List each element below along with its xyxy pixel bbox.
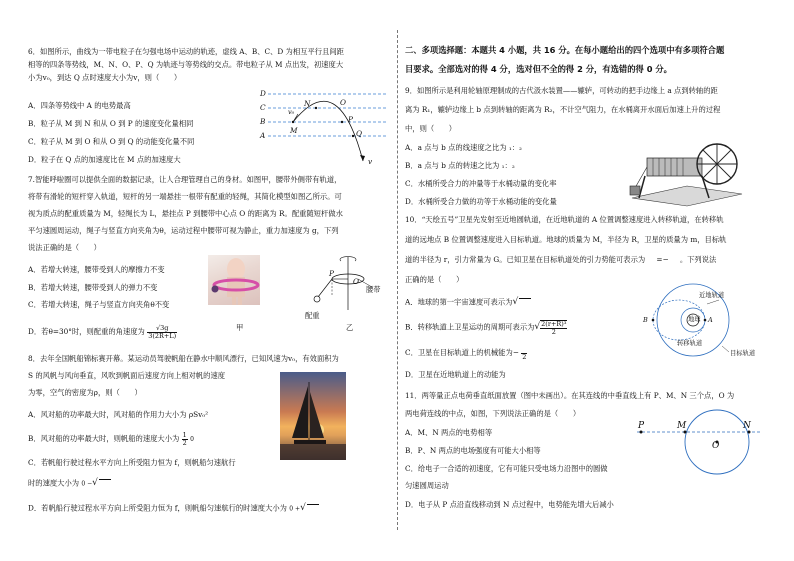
- q6-line-d-label: D: [260, 89, 266, 98]
- q11-point-o-label: O: [712, 441, 720, 451]
- q6-v-label: v: [368, 157, 373, 166]
- q8-option-a[interactable]: A．风对船的功率最大时，风对船的作用力大小为 ρSv₀²: [28, 410, 209, 419]
- q10-stem-line3-text: 道的半径为 r，引力常量为 G。已知卫星在目标轨道处的引力势能可表示为: [405, 255, 646, 264]
- q7-option-b[interactable]: B．若增大转速，腰带受到人的弹力不变: [28, 283, 158, 292]
- q10-near-orbit-label: 近地轨道: [699, 292, 725, 299]
- q11-stem-line1: 11．两等量正点电荷垂直纸面放置（图中未画出）。在其连线的中垂直线上有 P、M、N 三个点，O 为: [405, 391, 735, 400]
- q7-stem-line3: 视为质点的配重质量为 M，轻绳长为 L，悬挂点 P 到腰带中心点 O 的距离为 R。配重随短杆做水: [28, 209, 343, 218]
- column-divider: [397, 30, 398, 530]
- q6-line-b-label: B: [260, 117, 266, 126]
- q6-line-a-label: A: [260, 131, 266, 140]
- q7-stem-line1: 7.智能呼啦圈可以提供全面的数据记录，让人合理管理自己的身材。如图甲，腰带外侧带有轨道，: [28, 175, 342, 184]
- q7-photo-drawing: [208, 255, 260, 305]
- q8-stem-line3: 为零，空气的密度为ρ，则（ ）: [28, 388, 142, 397]
- q6-point-o: O: [340, 98, 346, 107]
- q10-point-b-label: B: [643, 316, 648, 324]
- q6-point-n: N: [304, 99, 311, 108]
- q10-stem-line4: 正确的是（ ）: [405, 275, 464, 284]
- q8-option-d-text: D．若帆船行驶过程水平方向上所受阻力恒为 f，则帆船匀速航行的时速度大小为: [28, 503, 287, 513]
- q7-figure-yi-label: 乙: [346, 323, 354, 332]
- q8-option-c-line1[interactable]: C．若帆船行驶过程水平方向上所受阻力恒为 f，则帆船匀速航行: [28, 458, 236, 467]
- q11-point-n-label: N: [743, 421, 751, 431]
- q6-point-m: M: [290, 126, 298, 135]
- q9-option-b[interactable]: B．a 点与 b 点的转速之比为 ₁：₂: [405, 161, 515, 170]
- q6-field-figure: [258, 86, 388, 166]
- q9-stem-line2: 离为 R₁，辘轳边缘上 b 点到转轴的距离为 R₂，不计空气阻力，在水桶离开水面后加速上升的过程: [405, 105, 721, 114]
- q10-earth-label: 地球: [688, 316, 701, 323]
- q11-option-d[interactable]: D．电子从 P 点沿直线移动到 N 点过程中，电势能先增大后减小: [405, 500, 614, 509]
- q11-stem-line2: 两电荷连线的中点，如图，下列说法正确的是（ ）: [405, 409, 581, 418]
- q10-point-a-label: A: [708, 316, 713, 324]
- q8-option-c-radical: √: [92, 478, 98, 488]
- q10-stem-line3: [405, 255, 716, 264]
- q7-option-a[interactable]: A．若增大转速，腰带受到人的摩擦力不变: [28, 265, 165, 274]
- q8-option-c-expr: 0 −: [81, 480, 93, 488]
- q8-option-d-radical: √: [300, 503, 306, 513]
- q10-option-c-text: C．卫星在目标轨道上的机械能为−: [405, 348, 519, 357]
- q8-option-c-line2[interactable]: [28, 478, 111, 489]
- q10-transfer-orbit-label: 转移轨道: [677, 340, 703, 347]
- q6-stem-line3: 小为v₀，到达 Q 点时速度大小为v，则（ ）: [28, 73, 182, 82]
- q6-option-d[interactable]: D．粒子在 Q 点的加速度比在 M 点的加速度大: [28, 155, 181, 164]
- q10-option-c[interactable]: [405, 346, 527, 360]
- q6-option-b[interactable]: B．粒子从 M 到 N 和从 O 到 P 的速度变化量相同: [28, 119, 194, 128]
- q8-option-b[interactable]: [28, 432, 194, 446]
- q7-option-d[interactable]: [28, 325, 177, 339]
- q7-stem-line2: 将带有滑轮的短杆穿入轨道，短杆的另一端悬挂一根带有配重的轻绳，其简化模型如图乙所示。可: [28, 192, 342, 201]
- q8-option-d[interactable]: [28, 503, 319, 514]
- q6-option-c[interactable]: C．粒子从 M 到 O 和从 O 到 Q 的动能变化量不同: [28, 137, 195, 146]
- q10-option-b-fraction: $\frac{\text{2(r+R)³}}{2}$: [541, 320, 567, 336]
- q10-option-b[interactable]: [405, 320, 567, 335]
- q8-sailboat-photo: [280, 372, 346, 460]
- q10-option-a-sqrt-bar: [519, 298, 531, 307]
- q7-weight-label: 配重: [305, 311, 320, 320]
- q7-option-d-fraction: $\frac{√3g}{3(2R+L)}$: [148, 324, 177, 340]
- q10-option-d[interactable]: D．卫星在近地轨道上的动能为: [405, 370, 506, 379]
- q10-target-orbit-label: 目标轨道: [730, 350, 756, 357]
- q10-option-b-radical: √: [534, 321, 541, 332]
- section2-title-line2: 目要求。全部选对的得 4 分，选对但不全的得 2 分，有选错的得 0 分。: [405, 64, 672, 74]
- q9-option-a[interactable]: A．a 点与 b 点的线速度之比为 ₁：₂: [405, 143, 522, 152]
- left-column: [28, 0, 390, 561]
- q11-option-a[interactable]: A．M、N 两点的电势相等: [405, 428, 493, 437]
- q6-option-a[interactable]: A．四条等势线中 A 的电势最高: [28, 101, 131, 110]
- q9-option-c[interactable]: C．水桶所受合力的冲量等于水桶动量的变化率: [405, 179, 557, 188]
- q9-stem-line3: 中，则（ ）: [405, 124, 457, 133]
- q10-stem-line2: 道的远地点 B 位置调整速度进入目标轨道。地球的质量为 M，半径为 R，卫星的质量为 m，目标轨: [405, 235, 727, 244]
- section2-title-line1: 二、多项选择题：本题共 4 小题，共 16 分。在每小题给出的四个选项中有多项符合题: [405, 45, 725, 55]
- q8-option-b-fraction: $\frac{1}{2}$: [182, 431, 187, 447]
- q11-option-c-line1[interactable]: C．给电子一合适的初速度，它有可能只受电场力沿图中的圆做: [405, 464, 608, 473]
- q10-option-a-text: A．地球的第一宇宙速度可表示为: [405, 297, 513, 307]
- q8-stem-line2: S 的风帆与风向垂直，风吹到帆面后速度方向上相对帆的速度: [28, 371, 226, 380]
- q10-option-a[interactable]: [405, 297, 531, 308]
- q8-sailboat-drawing: [280, 372, 346, 460]
- q7-point-p-label: P: [329, 269, 334, 278]
- q10-stem-line1: 10．“天绘五号”卫星先发射至近地圆轨道，在近地轨道的 A 位置调整速度进入转移轨道，在转移轨: [405, 215, 724, 224]
- q10-stem-formula: =−: [656, 255, 669, 264]
- q10-stem-line3-tail: 。下列说法: [679, 255, 717, 264]
- q8-option-b-text: B．风对船的功率最大时，则帆船的速度大小为: [28, 434, 180, 443]
- q8-option-c-text: 时的速度大小为: [28, 478, 80, 488]
- q7-photo-hula-hoop: [208, 255, 260, 305]
- q11-option-c-line2[interactable]: 匀速圆周运动: [405, 481, 449, 490]
- q10-option-c-fraction: 2: [521, 346, 527, 360]
- q6-line-c-label: C: [260, 103, 266, 112]
- q6-stem-line2: 相等的四条等势线，M、N、O、P、Q 为轨迹与等势线的交点。带电粒子从 M 点出发，初速度大: [28, 60, 344, 69]
- right-column: [405, 0, 770, 561]
- q7-stem-line5: 说法正确的是（ ）: [28, 243, 101, 252]
- q7-stem-line4: 平匀速圆周运动，绳子与竖直方向夹角为θ，运动过程中腰带可视为静止，重力加速度为 g，下列: [28, 226, 339, 235]
- q10-option-b-text: B．转移轨道上卫星运动的周期可表示为: [405, 322, 535, 332]
- q8-stem-line1: 8．去年全国帆船锦标赛开幕。某运动员驾驶帆船在静水中顺风漂行，已知风速为v₀，有效面积为: [28, 354, 339, 363]
- q11-option-b[interactable]: B．P、N 两点的电场强度有可能大小相等: [405, 446, 541, 455]
- q7-belt-label: 腰带: [366, 285, 381, 294]
- q6-stem-line1: 6．如图所示，曲线为一带电粒子在匀强电场中运动的轨迹，虚线 A、B、C、D 为相互平行且间距: [28, 47, 344, 56]
- q9-stem-line1: 9．如图所示是利用轮轴原理制成的古代汲水装置——辘轳，可转动的把手边缘上 a 点到转轴的距: [405, 86, 718, 95]
- q9-windlass-figure: [627, 136, 747, 206]
- q7-option-c[interactable]: C．若增大转速，绳子与竖直方向夹角θ不变: [28, 300, 170, 309]
- q7-figure-jia-label: 甲: [236, 323, 244, 332]
- q11-point-p-label: P: [638, 421, 645, 431]
- q11-point-m-label: M: [677, 421, 687, 431]
- q8-option-d-expr: 0 +: [289, 505, 301, 513]
- q8-option-b-subscript: 0: [190, 436, 194, 443]
- q8-option-c-sqrt-bar: [99, 479, 111, 488]
- q6-v0-label: v₀: [288, 108, 295, 116]
- q10-option-a-radical: √: [512, 297, 519, 307]
- q7-option-d-text: D．若θ=30°时，则配重的角速度为: [28, 327, 145, 336]
- q9-option-d[interactable]: D．水桶所受合力做的功等于水桶动能的变化量: [405, 197, 557, 206]
- q7-point-o-label: O: [353, 277, 359, 286]
- q8-option-d-sqrt-bar: [307, 504, 319, 513]
- q6-point-p: P: [348, 115, 353, 124]
- q6-point-q: Q: [356, 129, 362, 138]
